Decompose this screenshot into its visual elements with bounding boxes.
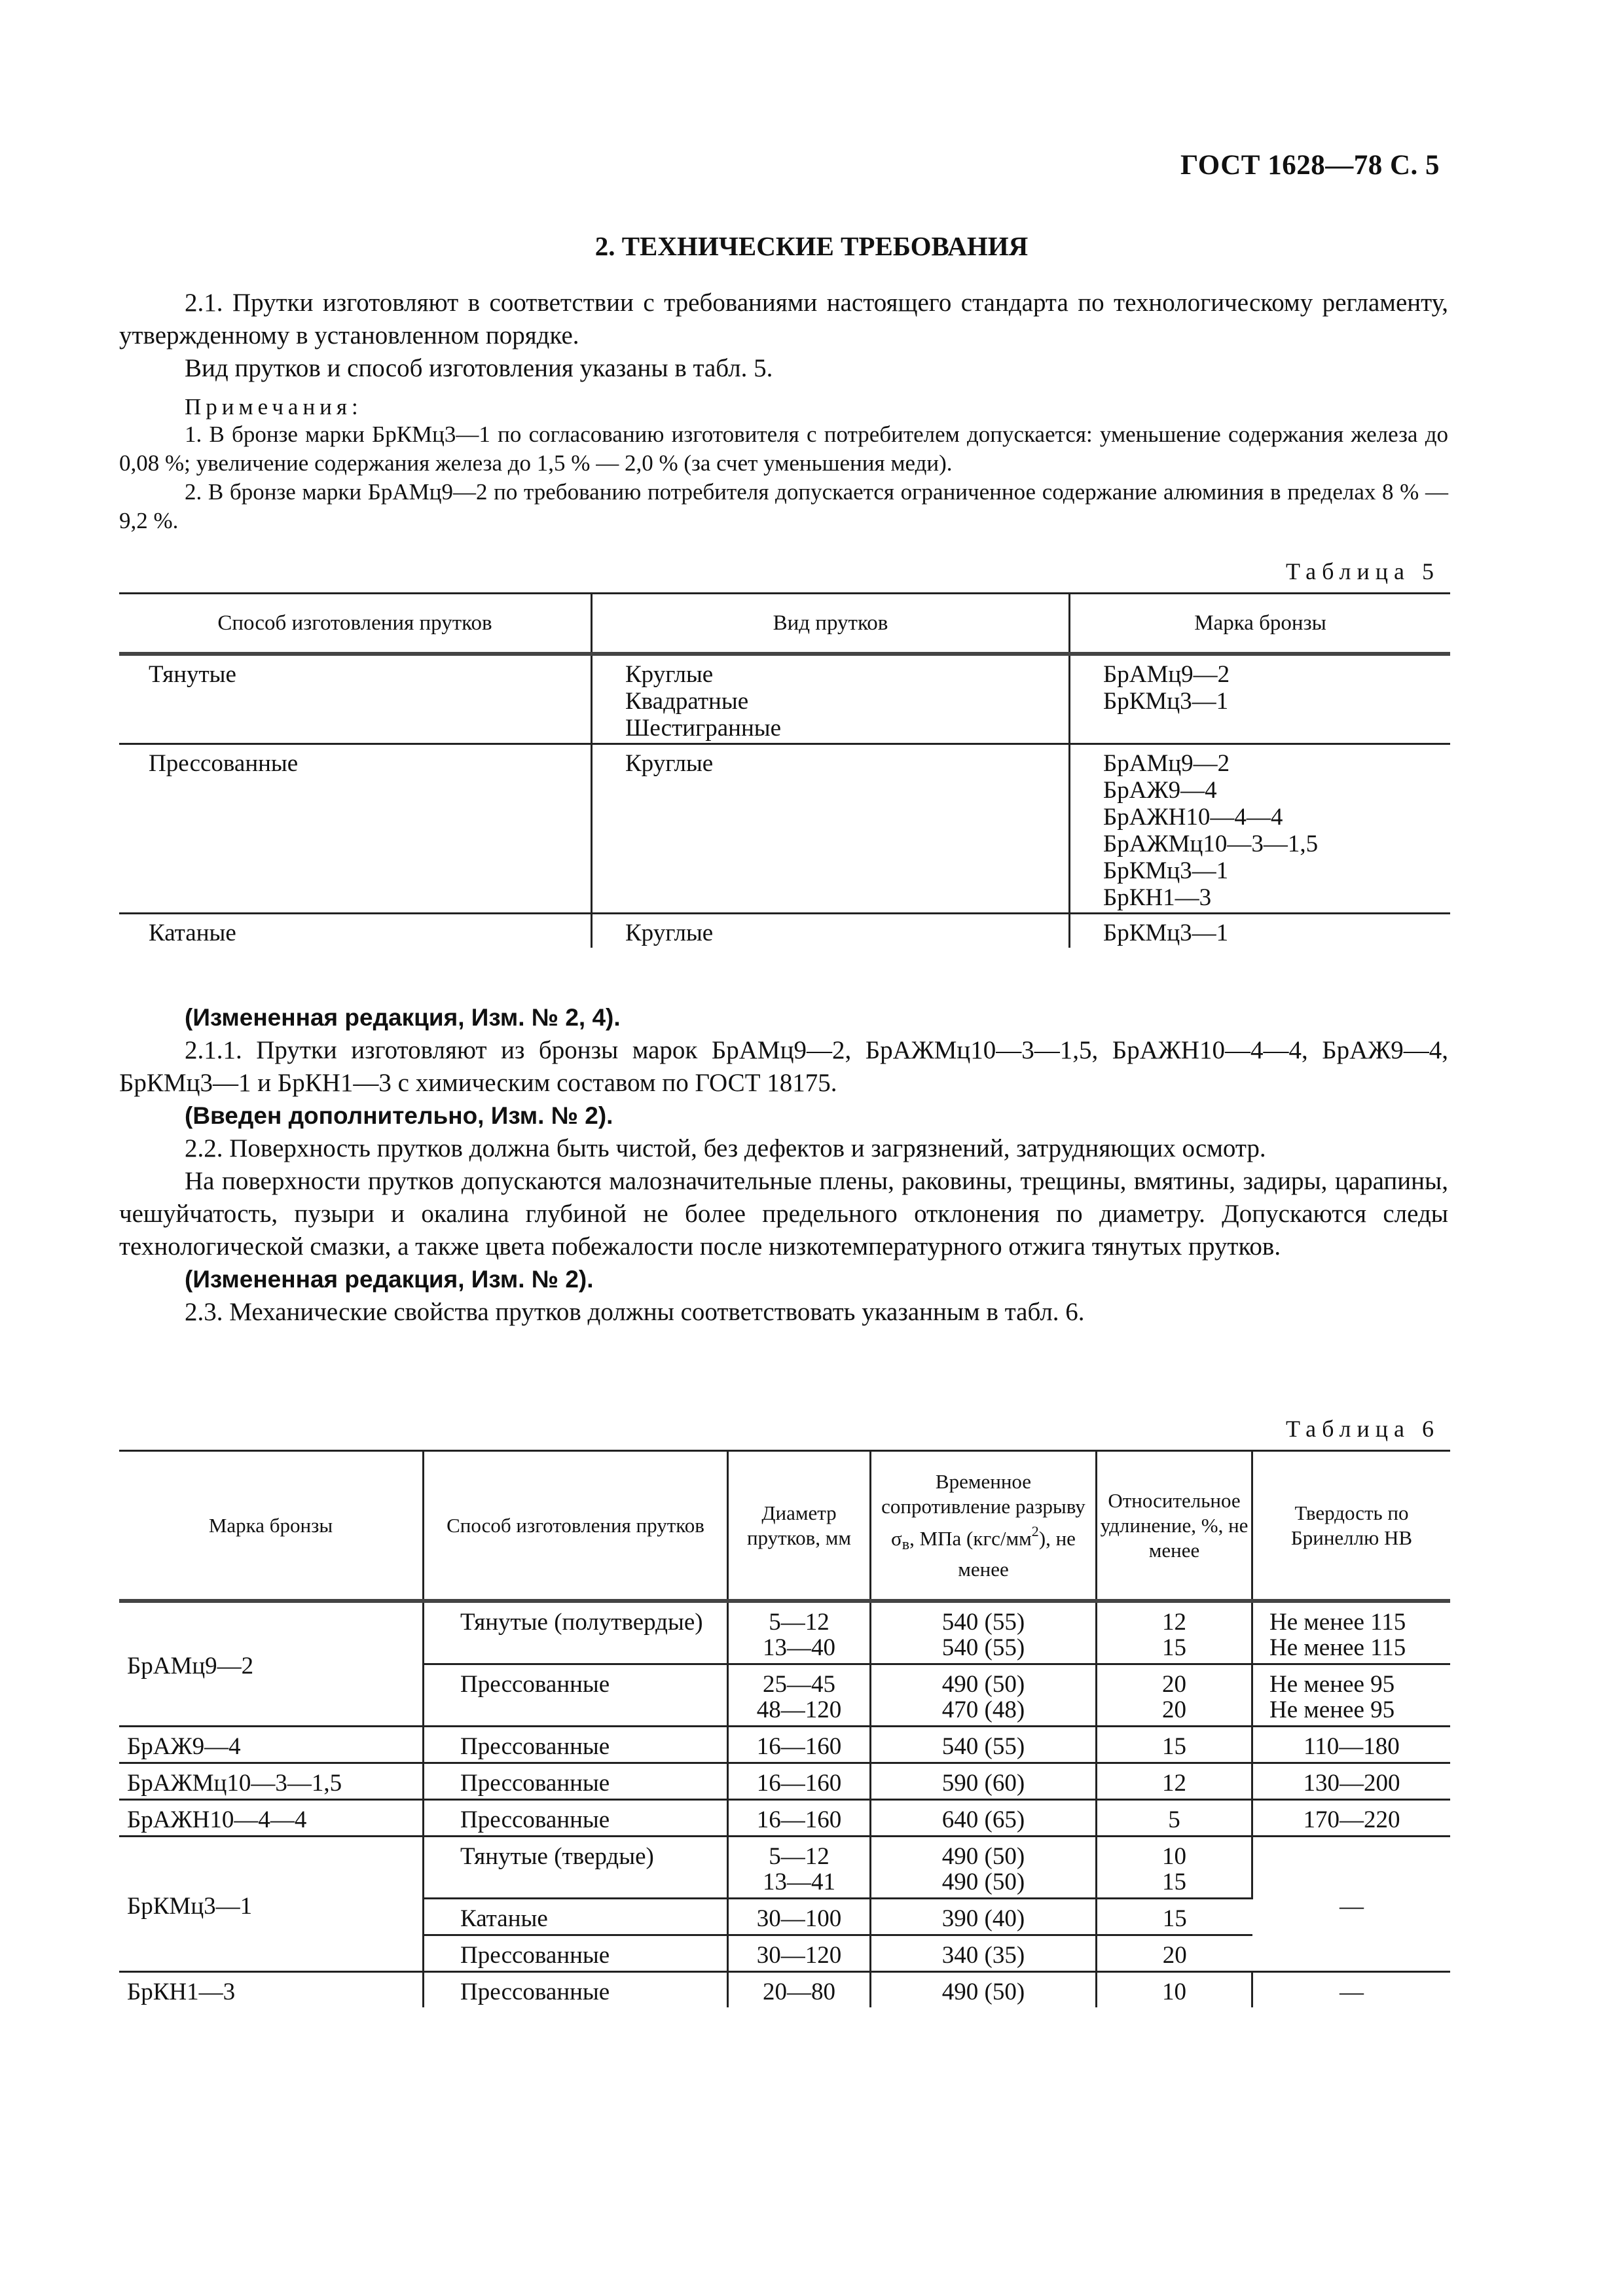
notes-heading: Примечания: xyxy=(185,394,363,420)
table-row xyxy=(119,1972,1450,2008)
table-cell: 10 15 xyxy=(1097,1837,1252,1899)
table-cell: — xyxy=(1252,1837,1451,1972)
middle-block xyxy=(119,1001,1448,1329)
table-cell: 30—100 xyxy=(728,1899,871,1935)
table-6-header-method: Способ изготовления прутков xyxy=(424,1451,728,1602)
table-cell: БрАМц9—2 БрАЖ9—4 БрАЖН10—4—4 БрАЖМц10—3—1,5 БрКМц3—1 БрКН1—3 xyxy=(1070,744,1451,914)
table-cell: 170—220 xyxy=(1252,1800,1451,1837)
table-cell: 10 xyxy=(1097,1972,1252,2008)
table-cell: 12 15 xyxy=(1097,1601,1252,1664)
table-cell: Прессованные xyxy=(424,1727,728,1763)
page-header: ГОСТ 1628—78 С. 5 xyxy=(1180,150,1440,181)
table-cell: Тянутые xyxy=(119,654,592,744)
table-cell: Прессованные xyxy=(424,1800,728,1837)
table-cell: 340 (35) xyxy=(871,1935,1097,1972)
table-row xyxy=(119,914,1450,948)
table-5-label: Таблица 5 xyxy=(1286,558,1440,584)
table-cell: Прессованные xyxy=(424,1664,728,1727)
table-cell: — xyxy=(1340,1979,1364,2005)
table-cell: 20 20 xyxy=(1097,1664,1252,1727)
note-1: 1. В бронзе марки БрКМц3—1 по согласованию изготовителя с потребителем допускается: уменьшение содержания железа до 0,08 %; увеличение содержания железа до 1,5 % — 2,0 % (за счет уменьшения меди). xyxy=(119,422,1448,476)
table-cell: 16—160 xyxy=(728,1727,871,1763)
table-cell: 490 (50) xyxy=(871,1972,1097,2008)
table-cell: 30—120 xyxy=(728,1935,871,1972)
table-row xyxy=(119,1601,1450,1664)
table-cell: 590 (60) xyxy=(871,1763,1097,1800)
table-cell: 20 xyxy=(1097,1935,1252,1972)
table-cell: Катаные xyxy=(424,1899,728,1935)
table-cell: 5—12 13—40 xyxy=(728,1601,871,1664)
table-cell: 20—80 xyxy=(728,1972,871,2008)
table-cell: 5—12 13—41 xyxy=(728,1837,871,1899)
paragraph-2-1-b: Вид прутков и способ изготовления указаны в табл. 5. xyxy=(185,354,773,382)
table-5-header-grade: Марка бронзы xyxy=(1070,594,1451,655)
table-cell: 490 (50) 470 (48) xyxy=(871,1664,1097,1727)
table-cell: 15 xyxy=(1097,1727,1252,1763)
table-cell: Прессованные xyxy=(119,744,592,914)
table-6-header-hardness: Твердость по Бринеллю НВ xyxy=(1252,1451,1451,1602)
amendment-1: (Измененная редакция, Изм. № 2, 4). xyxy=(185,1004,621,1031)
table-cell: 490 (50) 490 (50) xyxy=(871,1837,1097,1899)
intro-block xyxy=(119,287,1448,535)
table-cell: Круглые xyxy=(592,744,1070,914)
paragraph-2-3: 2.3. Механические свойства прутков должны соответствовать указанным в табл. 6. xyxy=(185,1298,1085,1326)
table-row xyxy=(119,654,1450,744)
table-cell: 640 (65) xyxy=(871,1800,1097,1837)
table-row xyxy=(119,1800,1450,1837)
table-cell: БрАЖ9—4 xyxy=(119,1727,424,1763)
table-cell: 110—180 xyxy=(1252,1727,1451,1763)
paragraph-2-2: 2.2. Поверхность прутков должна быть чистой, без дефектов и загрязнений, затрудняющих осмотр. xyxy=(185,1134,1266,1162)
table-cell: БрКМц3—1 xyxy=(119,1837,424,1972)
table-cell: Круглые xyxy=(592,914,1070,948)
table-cell: Тянутые (твердые) xyxy=(424,1837,728,1899)
table-cell: 540 (55) 540 (55) xyxy=(871,1601,1097,1664)
table-6 xyxy=(119,1450,1450,2007)
table-cell: Не менее 95 Не менее 95 xyxy=(1252,1664,1451,1727)
table-row xyxy=(119,1837,1450,1899)
table-cell: Прессованные xyxy=(424,1763,728,1800)
paragraph-2-1-1: 2.1.1. Прутки изготовляют из бронзы марок БрАМц9—2, БрАЖМц10—3—1,5, БрАЖН10—4—4, БрАЖ9—4, БрКМц3—1 и БрКН1—3 с химическим составом по ГОСТ 18175. xyxy=(119,1036,1448,1097)
table-cell: Катаные xyxy=(119,914,592,948)
table-6-header-grade: Марка бронзы xyxy=(119,1451,424,1602)
table-cell: 540 (55) xyxy=(871,1727,1097,1763)
table-cell: БрКН1—3 xyxy=(119,1972,424,2008)
table-cell: БрКМц3—1 xyxy=(1103,920,1229,946)
table-cell: 12 xyxy=(1097,1763,1252,1800)
table-cell: Не менее 115 Не менее 115 xyxy=(1252,1601,1451,1664)
table-cell: БрАЖН10—4—4 xyxy=(119,1800,424,1837)
table-row xyxy=(119,1727,1450,1763)
table-cell: 15 xyxy=(1097,1899,1252,1935)
table-cell: Тянутые (полутвердые) xyxy=(424,1601,728,1664)
table-cell: Прессованные xyxy=(424,1935,728,1972)
table-5-header-method: Способ изготовления прутков xyxy=(119,594,592,655)
table-6-label: Таблица 6 xyxy=(1286,1416,1440,1442)
table-cell: Прессованные xyxy=(424,1972,728,2008)
paragraph-2-2-b: На поверхности прутков допускаются малозначительные плены, раковины, трещины, вмятины, задиры, царапины, чешуйчатость, пузыри и окалина глубиной не более предельного отклонения по диаметру. Допускаются следы технологической смазки, а также цвета побежалости после низкотемпературного отжига тянутых прутков. xyxy=(119,1167,1448,1261)
table-cell: 5 xyxy=(1097,1800,1252,1837)
section-title: 2. ТЕХНИЧЕСКИЕ ТРЕБОВАНИЯ xyxy=(594,231,1029,261)
table-5 xyxy=(119,592,1450,948)
table-cell: 25—45 48—120 xyxy=(728,1664,871,1727)
table-6-header-elongation: Относительное удлинение, %, не менее xyxy=(1097,1451,1252,1602)
amendment-3: (Измененная редакция, Изм. № 2). xyxy=(185,1266,594,1293)
table-row xyxy=(119,1763,1450,1800)
amendment-2: (Введен дополнительно, Изм. № 2). xyxy=(185,1102,613,1129)
table-6-header-strength: Временное сопротивление разрыву $\sigma_в$, МПа $(кгс/мм^2)$, не менее xyxy=(871,1451,1097,1602)
table-5-header-row xyxy=(119,594,1450,655)
table-cell: 16—160 xyxy=(728,1800,871,1837)
table-cell: 130—200 xyxy=(1252,1763,1451,1800)
table-cell: БрАЖМц10—3—1,5 xyxy=(119,1763,424,1800)
table-cell: 390 (40) xyxy=(871,1899,1097,1935)
table-6-header-row xyxy=(119,1451,1450,1602)
table-5-header-kind: Вид прутков xyxy=(592,594,1070,655)
table-6-header-diameter: Диаметр прутков, мм xyxy=(728,1451,871,1602)
paragraph-2-1: 2.1. Прутки изготовляют в соответствии с требованиями настоящего стандарта по технологическому регламенту, утвержденному в установленном порядке. xyxy=(119,289,1448,350)
table-cell: БрАМц9—2 xyxy=(119,1601,424,1727)
table-row xyxy=(119,744,1450,914)
table-cell: БрАМц9—2 БрКМц3—1 xyxy=(1070,654,1451,744)
note-2: 2. В бронзе марки БрАМц9—2 по требованию потребителя допускается ограниченное содержание алюминия в пределах 8 % — 9,2 %. xyxy=(119,479,1448,533)
table-cell: 16—160 xyxy=(728,1763,871,1800)
table-cell: Круглые Квадратные Шестигранные xyxy=(592,654,1070,744)
